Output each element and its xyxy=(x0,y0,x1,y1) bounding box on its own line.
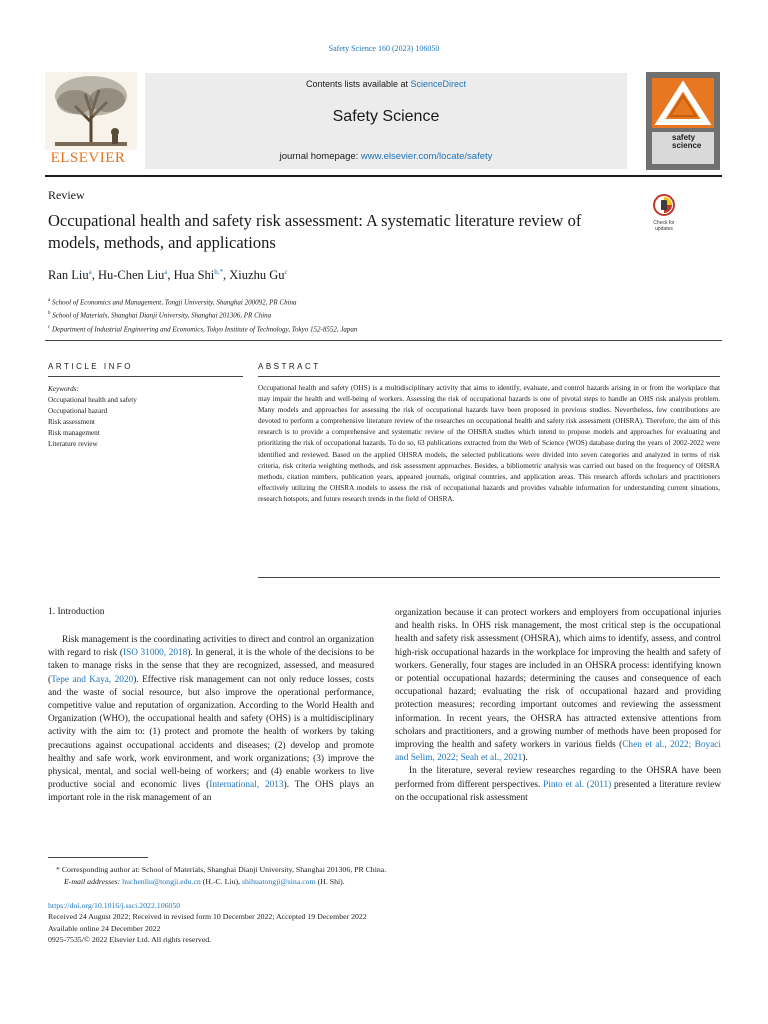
citation-link[interactable]: Chen et al., 2022; Boyaci and Selim, 2022; Seah et al., 2021 xyxy=(395,740,721,764)
author-3-sup[interactable]: b,* xyxy=(214,268,224,276)
email-note-1: (H.-C. Liu), xyxy=(200,876,242,886)
email-note-2: (H. Shi). xyxy=(315,876,345,886)
affiliation-b xyxy=(48,308,357,321)
text-run: ). The OHS plays an important role in the risk management of an xyxy=(48,780,374,804)
crossmark-label: Check for updates xyxy=(653,220,675,232)
keyword-5: Literature review xyxy=(48,440,98,448)
author-2-sup[interactable]: a xyxy=(164,268,168,276)
received-dates: Received 24 August 2022; Received in revised form 10 December 2022; Accepted 19 December 2022 xyxy=(48,912,367,922)
affiliation-a-text: School of Economics and Management, Tongji University, Shanghai 200092, PR China xyxy=(51,298,297,307)
body-right-column xyxy=(395,607,721,805)
journal-cover-image xyxy=(646,72,720,170)
available-online: Available online 24 December 2022 xyxy=(48,923,161,933)
section-divider xyxy=(45,340,722,341)
author-4-sup[interactable]: c xyxy=(284,268,288,276)
keywords-label: Keywords: xyxy=(48,385,79,393)
citation-link[interactable]: International, 2013 xyxy=(209,780,284,791)
text-run: ). In general, it is the whole of the decisions to be taken to manage risks in the sense that they are recognized, assessed, and measured ( xyxy=(48,648,374,685)
article-info-rule xyxy=(48,376,243,377)
crossmark-icon xyxy=(644,194,684,216)
corresponding-author-note: * Corresponding author at: School of Materials, Shanghai Dianji University, Shanghai 201306, PR China. xyxy=(56,865,387,874)
homepage-link[interactable]: www.elsevier.com/locate/safety xyxy=(360,151,493,162)
abstract-heading: ABSTRACT xyxy=(258,362,321,371)
intro-paragraph-2 xyxy=(395,765,721,805)
keywords-block xyxy=(48,384,137,450)
check-for-updates-badge[interactable] xyxy=(644,194,684,230)
citation-link[interactable]: Pinto et al. (2011) xyxy=(543,779,612,790)
author-4: Xiuzhu Gu xyxy=(229,268,285,283)
email-label: E-mail addresses: xyxy=(64,876,123,886)
sciencedirect-link[interactable]: ScienceDirect xyxy=(410,79,467,89)
journal-citation[interactable]: Safety Science 160 (2023) 106050 xyxy=(328,44,440,53)
abstract-bottom-rule xyxy=(258,577,720,578)
affiliation-b-sup: b xyxy=(48,311,51,317)
email-link-1[interactable]: huchenliu@tongji.edu.cn xyxy=(122,876,201,886)
introduction-heading: 1. Introduction xyxy=(48,607,105,617)
paper-title: Occupational health and safety risk assessment: A systematic literature review of models, methods, and applications xyxy=(48,211,582,252)
author-1-sup[interactable]: a xyxy=(88,268,92,276)
article-type: Review xyxy=(48,188,85,202)
copyright: 0925-7535/© 2022 Elsevier Ltd. All rights reserved. xyxy=(48,934,212,944)
author-2: Hu-Chen Liu xyxy=(97,268,165,283)
abstract-text: Occupational health and safety (OHS) is a multidisciplinary activity that aims to identify, evaluate, and control hazards arising in or from the workplace that may impair the health and well-being of workers. Assessing the risk of occupational hazards is one of pivotal steps to handle an OHS risk analysis problem. Many models and approaches for assessing the risk of occupational hazards have been proposed in previous studies. Nevertheless, few contributions are devoted to perform a comprehensive literature review of the researches on occupational health and safety risk assessment (OHSRA). Therefore, the aim of this research is to provide a comprehensive and systematic review of the OHSRA studies which intend to propose models and approaches for evaluating and prioritizing the risk of occupational hazards. To do so, 63 publications extracted from the Web of Science (WOS) database during the years of 2002-2022 were identified and reviewed. Based on the applied OHSRA models, the selected publications were divided into seven categories and analyzed in terms of risk criteria, risk criteria weighting methods, and risk assessment approaches. Besides, a bibliometric analysis was carried out based on the frequency of OHSRA methods, citation numbers, publication years, appeared journals, original countries, and application areas. This research affords scholars and practitioners effectively utilizing the OHSRA models to assess the risk of occupational hazards and provides valuable information for understanding current situations, research hotspots, and future research trends in the field of OHSRA. xyxy=(258,384,720,503)
article-info-heading: ARTICLE INFO xyxy=(48,362,133,371)
header-rule xyxy=(45,175,722,177)
abstract-rule xyxy=(258,376,720,377)
text-run: presented a literature review on the occupational risk assessment xyxy=(395,779,721,803)
article-metadata xyxy=(48,900,367,945)
text-run: organization because it can protect workers and employers from occupational injuries and health risks. In OHS risk management, the most critical step is the occupational health and safety risk assessment (OHSRA), which aims to identify, assess, and control high-risk occupational hazards in the workplace for improving the health and safety of workers. Generally, four stages are included in an OHSRA process: identifying known or potential occupational hazards; determining the causes and consequence of each occupational hazard; evaluating the risk of occupational hazard and providing protection measures; recording important outcomes and reviewing the assessment information. In recent years, the OHSRA has attracted extensive attentions from scholars and practitioners, and a growing number of methods have been proposed for improving the health and safety workers in various fields ( xyxy=(395,608,721,751)
keyword-1: Occupational health and safety xyxy=(48,396,137,404)
keyword-4: Risk management xyxy=(48,429,100,437)
affiliation-b-text: School of Materials, Shanghai Dianji University, Shanghai 201306, PR China xyxy=(52,311,272,320)
email-line xyxy=(48,876,386,888)
affiliations xyxy=(48,295,357,335)
author-list: Ran Liu$^a$, Hu-Chen Liu$^a$, Hua Shi$^{b,*}$, Xiuzhu Gu$^c$ xyxy=(48,268,288,283)
contents-line xyxy=(145,79,627,89)
affiliation-c-text: Department of Industrial Engineering and Economics, Tokyo Institute of Technology, Tokyo 152-8552, Japan xyxy=(51,324,358,333)
homepage-line xyxy=(145,151,627,162)
homepage-prefix: journal homepage: xyxy=(279,151,361,162)
text-run: ). Effective risk management can not only reduce losses, costs and the waste of social resource, but also improve the operational performance, competitive value and reputation of organization. According to the World Health and Organization (WHO), the occupational health and safety (OHS) is a multidisciplinary activity with the aim to: (1) protect and promote the health of workers by taking precautions against occupational accidents and diseases; (2) develop and promote healthy and safe work, work environment, and work organizations; (3) improve the physical, mental, and social well-being of workers; and (4) enable workers to live productive social and economic lives ( xyxy=(48,674,374,791)
footnote-rule xyxy=(48,857,148,858)
body-left-column xyxy=(48,634,374,806)
keyword-3: Risk assessment xyxy=(48,418,95,426)
author-3: Hua Shi xyxy=(173,268,215,283)
affiliation-c-sup: c xyxy=(48,324,51,330)
affiliation-a-sup: a xyxy=(48,298,51,303)
affiliation-c xyxy=(48,322,357,335)
journal-title: Safety Science xyxy=(332,108,440,125)
intro-paragraph-1 xyxy=(48,634,374,806)
email-link-2[interactable]: shihuatongji@sina.com xyxy=(241,876,316,886)
contents-prefix: Contents lists available at xyxy=(305,79,411,89)
keyword-2: Occupational hazard xyxy=(48,407,108,415)
cover-title: safety science xyxy=(672,133,702,150)
intro-paragraph-1-cont xyxy=(395,607,721,765)
affiliation-a xyxy=(48,295,357,308)
text-run: Risk management is the coordinating activities to direct and control an organization with regard to risk ( xyxy=(48,635,374,659)
citation-link[interactable]: Tepe and Kaya, 2020 xyxy=(51,674,134,685)
author-1: Ran Liu xyxy=(48,268,89,283)
text-run: ). xyxy=(522,753,528,764)
doi-link[interactable]: https://doi.org/10.1016/j.ssci.2022.106050 xyxy=(48,901,181,910)
publisher-wordmark: ELSEVIER xyxy=(50,150,126,166)
footnotes xyxy=(48,864,386,887)
citation-link[interactable]: ISO 31000, 2018 xyxy=(122,648,188,659)
text-run: In the literature, several review researches regarding to the OHSRA have been performed from different perspectives. xyxy=(395,766,721,790)
